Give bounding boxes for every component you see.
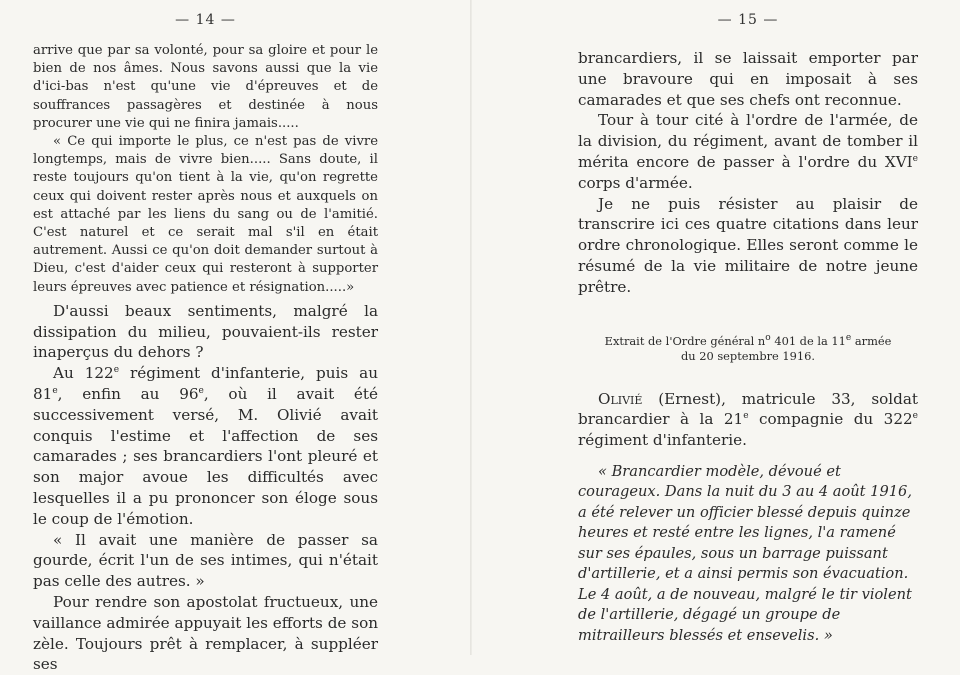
paragraph: Pour rendre son apostolat fructueux, une vaillance admirée appuyait les efforts de son zèle. Toujours prêt à remplacer, à suppléer ses (33, 593, 378, 674)
book-gutter (470, 0, 472, 655)
soldier-name: Olivié (598, 389, 643, 408)
paragraph: brancardiers, il se laissait emporter par une bravoure qui en imposait à ses camarades et que ses chefs ont reconnue. (578, 49, 918, 109)
quote-paragraph: « Il avait une manière de passer sa gourde, écrit l'un de ses intimes, qui n'était pas celle des autres. » (33, 530, 378, 591)
page-number: — 15 — (717, 12, 779, 28)
page-number: — 14 — (175, 12, 236, 28)
paragraph: Je ne puis résister au plaisir de transcrire ici ces quatre citations dans leur ordre chronologique. Elles seront comme le résumé de la vie militaire de notre jeune prêtre. (578, 194, 918, 296)
citation-text: « Brancardier modèle, dévoué et courageux. Dans la nuit du 3 au 4 août 1916, a été relever un officier blessé depuis quinze heures et resté entre les lignes, l'a ramené sur ses épaules, sous un barrage puissant d'artillerie, et a ainsi permis son évacuation. Le 4 août, a de nouveau, malgré le tir violent de l'artillerie, dégagé un groupe de mitrailleurs blessés et ensevelis. » (578, 462, 912, 644)
citation-caption: Extrait de l'Ordre général $n^o$ 401 de la 11e armée du 20 septembre 1916. (604, 332, 892, 363)
quoted-letter: « Ce qui importe le plus, ce n'est pas de vivre longtemps, mais de vivre bien..... Sans doute, il reste toujours qu'on tient à la vie, qu'on regrette ceux qui doivent rester après nous et auxquels on est attaché par les liens du sang ou de l'amitié. C'est naturel et ce serait mal s'il en était autrement. Aussi ce qu'on doit demander surtout à Dieu, c'est d'aider ceux qui resteront à supporter leurs épreuves avec patience et résignation.....» (33, 134, 378, 295)
left-page (33, 0, 378, 674)
left-page-text (33, 42, 378, 675)
regiment-paragraph: Au 122e régiment d'infanterie, puis au 81e, enfin au 96e, où il avait été successivement versé, M. Olivié avait conquis l'estime et l'affection de ses camarades ; ses brancardiers l'ont pleuré et son major avoue les difficultés avec lesquelles il a pu prononcer son éloge sous le coup de l'émotion. (33, 364, 378, 528)
right-page-text (578, 48, 918, 646)
corps-paragraph: Tour à tour cité à l'ordre de l'armée, de la division, du régiment, avant de tomber il mérita encore de passer à l'ordre du XVIe corps d'armée. (578, 111, 918, 192)
paragraph: arrive que par sa volonté, pour sa gloire et pour le bien de nos âmes. Nous savons aussi que la vie d'ici-bas n'est qu'une vie d'épreuves et de souffrances passagères et destinée à nous procurer une vie qui ne finira jamais..... (33, 43, 378, 131)
soldier-entry: Olivié (Ernest), matricule 33, soldat brancardier à la 21e compagnie du 322e régiment d'infanterie. (578, 389, 918, 450)
paragraph: D'aussi beaux sentiments, malgré la dissipation du milieu, pouvaient-ils rester inaperçus du dehors ? (33, 301, 378, 362)
right-page (578, 0, 918, 655)
